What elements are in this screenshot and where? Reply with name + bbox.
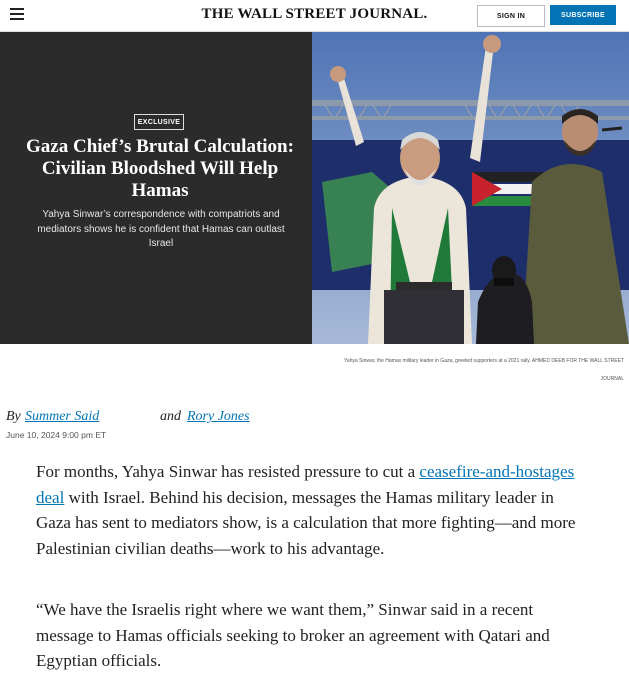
paragraph-text: For months, Yahya Sinwar has resisted pressure to cut a [36,462,420,481]
sign-in-button[interactable]: SIGN IN [477,5,545,27]
masthead-logo[interactable]: THE WALL STREET JOURNAL. [201,6,428,22]
article-dek: Yahya Sinwar’s correspondence with compatriots and mediators shows he is confident that Hamas can outlast Israel [37,209,285,249]
byline-conjunction: and [160,409,181,424]
hero-section [0,32,629,344]
author-link-summer-said[interactable]: Summer Said [25,409,100,424]
article-paragraph-2: “We have the Israelis right where we want them,” Sinwar said in a recent message to Hamas officials seeking to broker an agreement with Qatari and Egyptian officials. [36,600,550,671]
hero-photo [312,32,629,344]
article-headline: Gaza Chief’s Brutal Calculation: Civilian Bloodshed Will Help Hamas [26,136,294,201]
author-link-rory-jones[interactable]: Rory Jones [187,409,250,424]
article-paragraph-1 [36,459,584,561]
byline-prefix: By [6,409,21,424]
subscribe-button[interactable]: SUBSCRIBE [550,5,616,25]
paragraph-text: with Israel. Behind his decision, messages the Hamas military leader in Gaza has sent to mediators show, is a calculation that more fighting—and more Palestinian civilian deaths—work to his advantage. [36,487,576,558]
ceasefire-deal-link[interactable]: ceasefire-and-hostages deal [36,462,575,507]
rally-photo-illustration [312,32,629,344]
top-navigation-bar [0,0,629,32]
photo-caption: Yahya Sinwar, the Hamas military leader in Gaza, greeted supporters at a 2021 rally. AHMED DEEB FOR THE WALL STREET JOURNAL [343,358,624,382]
exclusive-badge: EXCLUSIVE [134,114,184,130]
hero-text-panel [0,32,312,344]
publish-date: June 10, 2024 9:00 pm ET [6,430,107,440]
